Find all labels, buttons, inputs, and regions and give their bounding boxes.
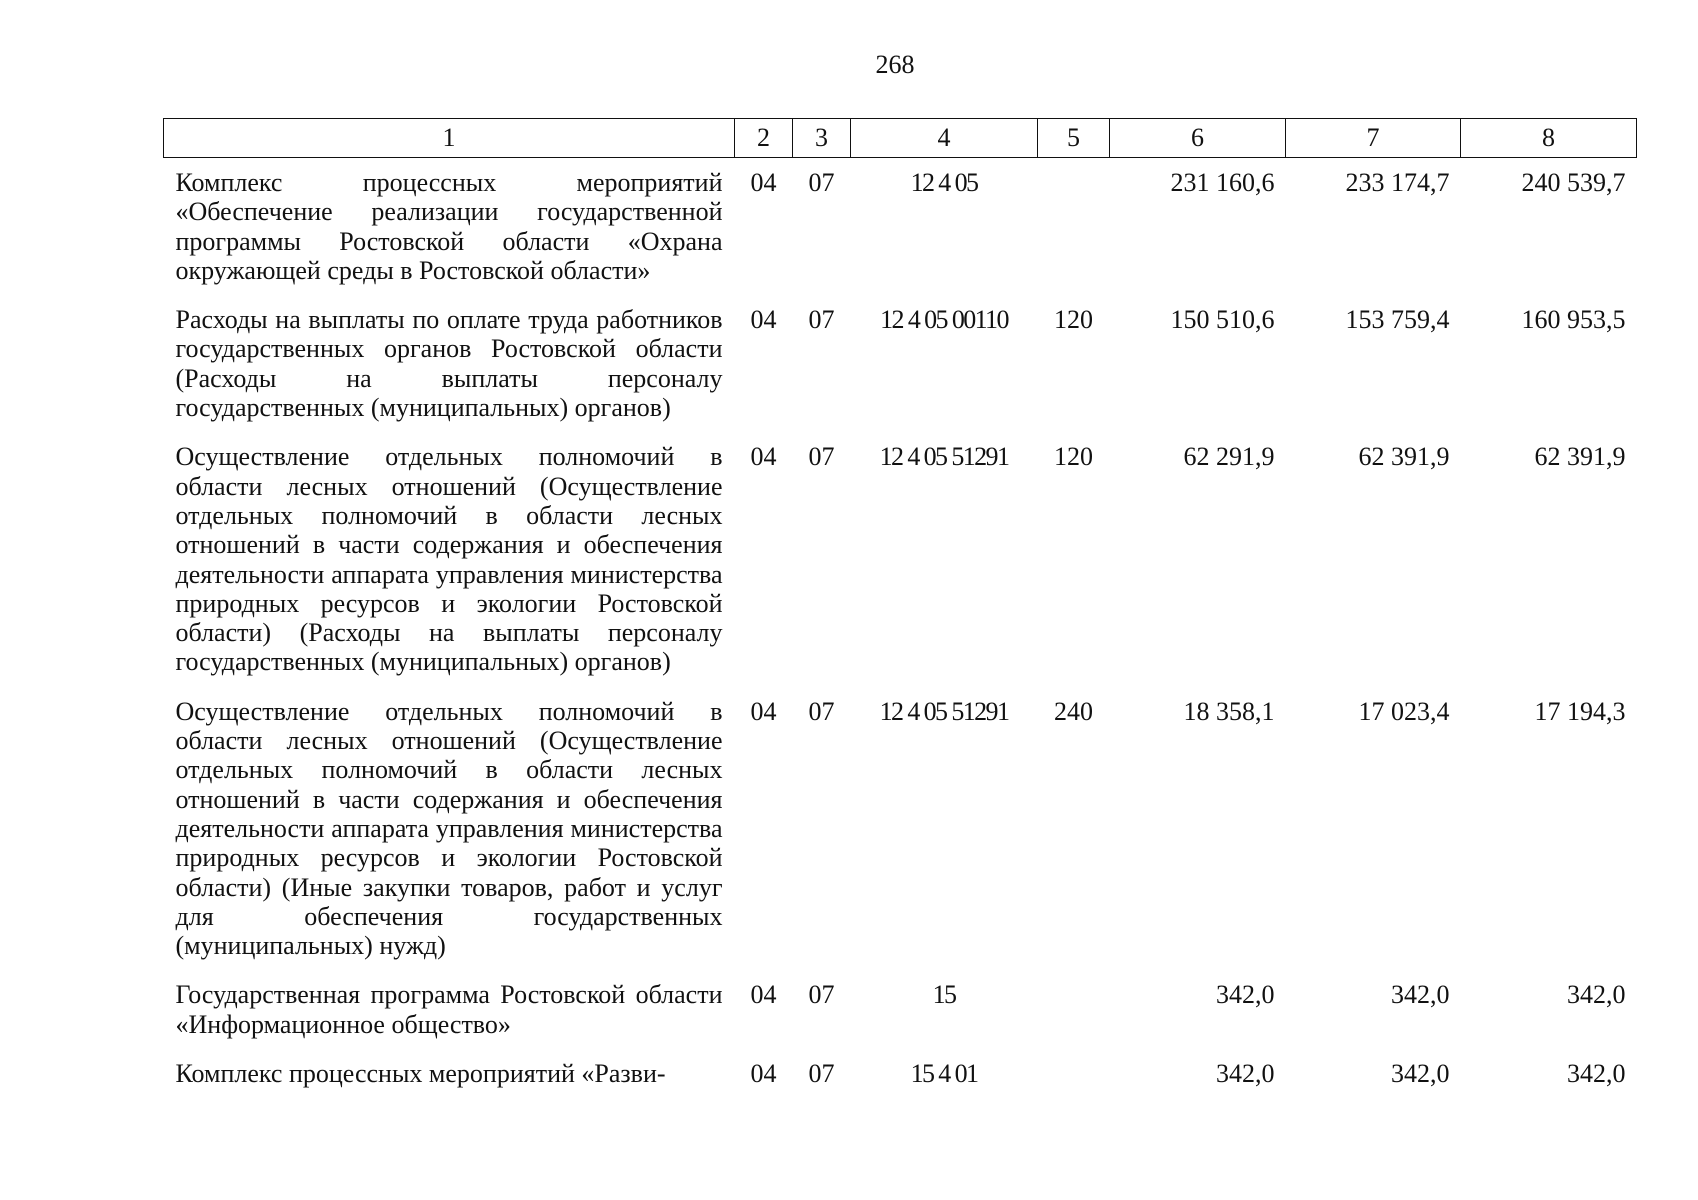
subsection-code: 07 bbox=[808, 168, 835, 197]
section-code: 04 bbox=[750, 442, 777, 472]
subsection-code: 07 bbox=[808, 305, 835, 335]
section-code: 04 bbox=[750, 168, 777, 197]
budget-table bbox=[163, 118, 1637, 1088]
amount-col6: 62 291,9 bbox=[1183, 442, 1275, 472]
column-header: 2 bbox=[735, 119, 793, 158]
amount-col6: 18 358,1 bbox=[1183, 696, 1275, 726]
table-row bbox=[164, 432, 1637, 686]
expense-type-code: 120 bbox=[1054, 442, 1093, 472]
row-description: Осуществление отдельных полномочий в области лесных отношений (Осуществление отдельных полномочий в области лесных отношений в части содержания и обеспечения деятельности аппарата управления министерства природных ресурсов и экологии Ростовской области) (Расходы на выплаты персоналу государственных (муниципальных) органов) bbox=[175, 442, 723, 677]
amount-col7: 153 759,4 bbox=[1345, 305, 1450, 335]
amount-col8: 342,0 bbox=[1567, 980, 1626, 1010]
expense-type-code: 120 bbox=[1054, 305, 1093, 335]
section-code: 04 bbox=[750, 305, 777, 335]
table-row bbox=[164, 295, 1637, 432]
table-row bbox=[164, 687, 1637, 971]
target-article-code: 12 4 05 bbox=[910, 168, 978, 197]
expense-type-code bbox=[1038, 970, 1110, 1049]
column-header: 1 bbox=[164, 119, 735, 158]
amount-col7: 233 174,7 bbox=[1345, 168, 1450, 197]
expense-type-code: 240 bbox=[1054, 696, 1093, 726]
target-article-code: 15 4 01 bbox=[910, 1059, 978, 1089]
column-header: 3 bbox=[793, 119, 851, 158]
target-article-code: 12 4 05 00110 bbox=[880, 305, 1008, 335]
row-description: Комплекс процессных мероприятий «Обеспечение реализации государственной программы Ростовской области «Охрана окружающей среды в Ростовской области» bbox=[175, 168, 723, 285]
row-description: Расходы на выплаты по оплате труда работников государственных органов Ростовской области (Расходы на выплаты персоналу государственных (муниципальных) органов) bbox=[175, 305, 723, 423]
amount-col7: 62 391,9 bbox=[1358, 442, 1450, 472]
amount-col8: 240 539,7 bbox=[1521, 168, 1626, 197]
amount-col8: 160 953,5 bbox=[1521, 305, 1626, 335]
row-description: Осуществление отдельных полномочий в области лесных отношений (Осуществление отдельных полномочий в области лесных отношений в части содержания и обеспечения деятельности аппарата управления министерства природных ресурсов и экологии Ростовской области) (Иные закупки товаров, работ и услуг для обеспечения государственных (муниципальных) нужд) bbox=[175, 696, 723, 961]
column-header: 5 bbox=[1038, 119, 1110, 158]
section-code: 04 bbox=[750, 696, 777, 726]
amount-col8: 342,0 bbox=[1567, 1059, 1626, 1089]
amount-col6: 231 160,6 bbox=[1170, 168, 1275, 197]
subsection-code: 07 bbox=[808, 980, 835, 1010]
row-description: Комплекс процессных мероприятий «Разви- bbox=[175, 1059, 666, 1089]
amount-col7: 17 023,4 bbox=[1358, 696, 1450, 726]
expense-type-code bbox=[1038, 1049, 1110, 1088]
column-header: 7 bbox=[1286, 119, 1461, 158]
subsection-code: 07 bbox=[808, 696, 835, 726]
column-header: 6 bbox=[1110, 119, 1286, 158]
column-header: 4 bbox=[851, 119, 1038, 158]
amount-col8: 17 194,3 bbox=[1534, 696, 1626, 726]
amount-col6: 342,0 bbox=[1216, 980, 1275, 1010]
column-header: 8 bbox=[1461, 119, 1637, 158]
table-row bbox=[164, 1049, 1637, 1088]
table-row bbox=[164, 158, 1637, 296]
amount-col6: 342,0 bbox=[1216, 1059, 1275, 1089]
expense-type-code bbox=[1038, 158, 1110, 296]
target-article-code: 15 bbox=[932, 980, 956, 1010]
section-code: 04 bbox=[750, 1059, 777, 1089]
page-number: 268 bbox=[875, 50, 915, 79]
target-article-code: 12 4 05 51291 bbox=[879, 696, 1009, 726]
subsection-code: 07 bbox=[808, 442, 835, 472]
amount-col7: 342,0 bbox=[1391, 980, 1450, 1010]
section-code: 04 bbox=[750, 980, 777, 1010]
column-header-row bbox=[164, 119, 1637, 158]
row-description: Государственная программа Ростовской области «Информационное общество» bbox=[175, 980, 723, 1039]
target-article-code: 12 4 05 51291 bbox=[879, 442, 1009, 472]
amount-col8: 62 391,9 bbox=[1534, 442, 1626, 472]
amount-col6: 150 510,6 bbox=[1170, 305, 1275, 335]
table-row bbox=[164, 970, 1637, 1049]
subsection-code: 07 bbox=[808, 1059, 835, 1089]
amount-col7: 342,0 bbox=[1391, 1059, 1450, 1089]
